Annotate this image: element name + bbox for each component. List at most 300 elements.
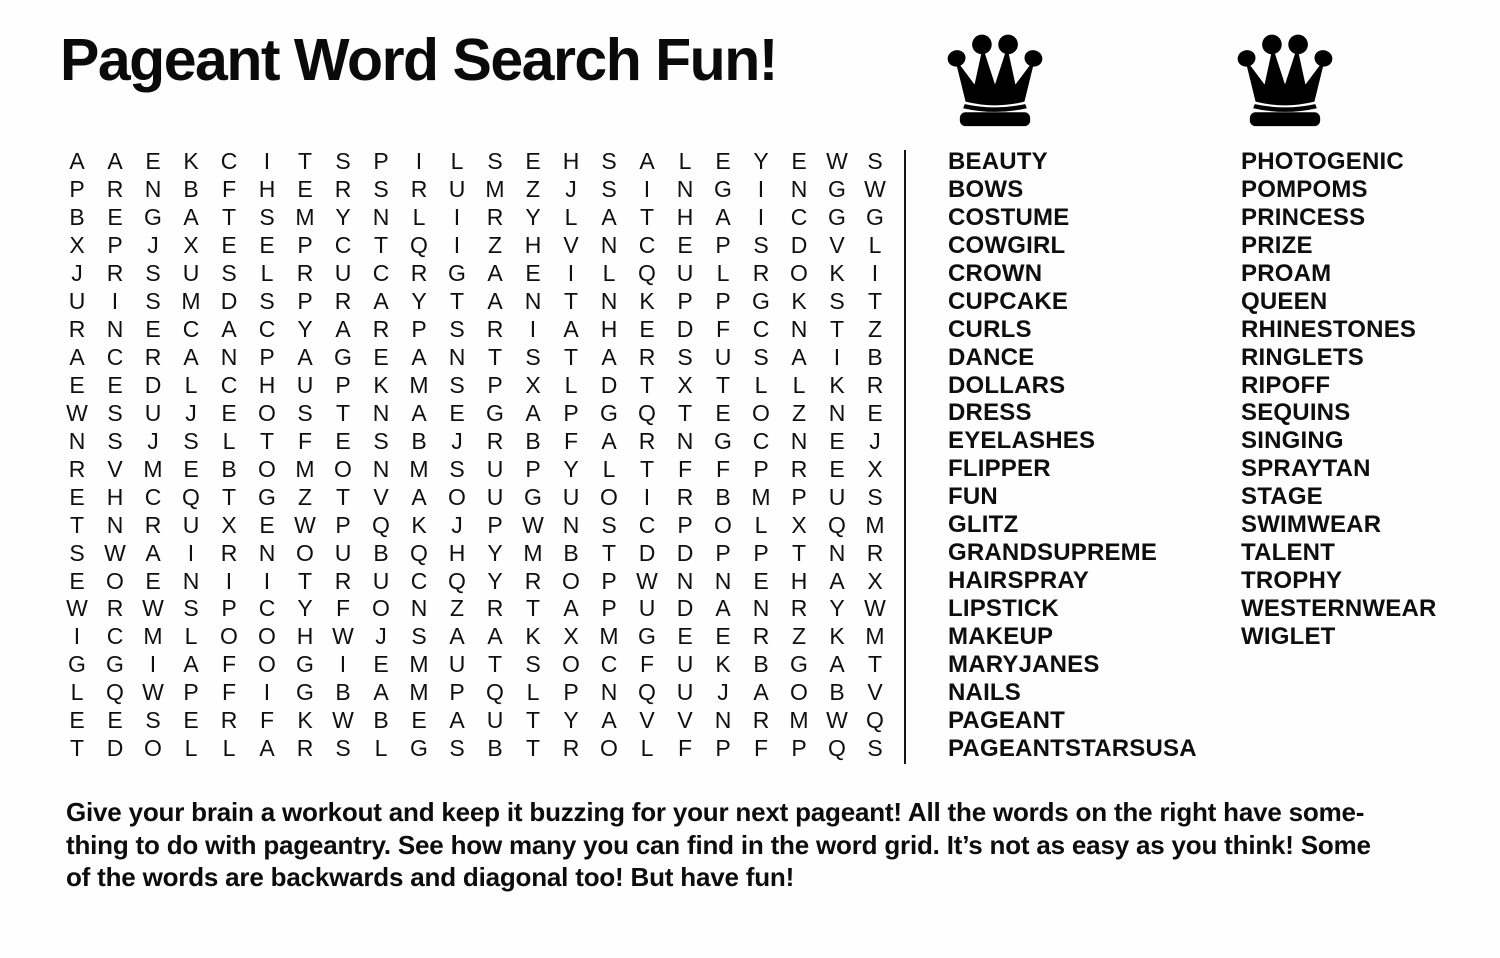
- grid-letter: F: [259, 707, 275, 734]
- grid-letter: H: [258, 176, 276, 203]
- grid-letter: Z: [487, 232, 503, 259]
- word-list-item: PAGEANT: [948, 706, 1065, 734]
- grid-letter: T: [829, 316, 845, 343]
- grid-letter: E: [753, 567, 769, 594]
- grid-letter: E: [107, 204, 123, 231]
- grid-letter: T: [525, 595, 541, 622]
- word-list-item: SINGING: [1241, 427, 1344, 455]
- instructions-line: of the words are backwards and diagonal too! But have fun!: [66, 862, 795, 892]
- grid-letter: N: [448, 344, 466, 371]
- grid-letter: P: [297, 232, 313, 259]
- grid-letter: A: [715, 204, 731, 231]
- grid-letter: T: [69, 511, 85, 538]
- grid-letter: S: [259, 288, 275, 315]
- grid-letter: D: [676, 316, 694, 343]
- grid-letter: O: [372, 595, 390, 622]
- word-list-item: MAKEUP: [948, 622, 1054, 650]
- grid-letter: S: [69, 539, 85, 566]
- grid-letter: W: [332, 707, 354, 734]
- grid-letter: T: [639, 371, 655, 398]
- word-list-item: COSTUME: [948, 203, 1070, 231]
- grid-letter: R: [144, 344, 162, 371]
- word-list-column-2: [1241, 148, 1437, 651]
- grid-letter: T: [563, 288, 579, 315]
- word-list-item: FLIPPER: [948, 455, 1051, 483]
- grid-letter: S: [449, 371, 465, 398]
- grid-letter: V: [107, 455, 123, 482]
- grid-letter: O: [334, 455, 352, 482]
- grid-letter: P: [715, 288, 731, 315]
- grid-letter: P: [791, 483, 807, 510]
- grid-letter: P: [373, 148, 389, 175]
- grid-letter: W: [864, 176, 886, 203]
- grid-letter: C: [258, 316, 276, 343]
- grid-letter: M: [409, 679, 429, 706]
- grid-letter: E: [69, 483, 85, 510]
- word-list-item: CROWN: [948, 259, 1043, 287]
- grid-letter: D: [676, 539, 694, 566]
- grid-letter: R: [220, 707, 238, 734]
- word-list-item: TROPHY: [1241, 567, 1343, 595]
- grid-letter: G: [296, 651, 314, 678]
- grid-letter: Q: [182, 483, 200, 510]
- grid-letter: T: [335, 483, 351, 510]
- grid-letter: A: [335, 316, 351, 343]
- grid-letter: A: [183, 651, 199, 678]
- grid-letter: T: [563, 344, 579, 371]
- grid-letter: E: [715, 623, 731, 650]
- grid-letter: W: [636, 567, 658, 594]
- word-list-item: FUN: [948, 483, 998, 511]
- grid-letter: E: [867, 399, 883, 426]
- crown-icon: [1224, 33, 1346, 127]
- grid-letter: Q: [410, 539, 428, 566]
- grid-letter: L: [754, 371, 768, 398]
- grid-letter: I: [187, 539, 195, 566]
- word-list-item: SWIMWEAR: [1241, 511, 1382, 539]
- grid-letter: N: [106, 511, 124, 538]
- grid-letter: L: [184, 735, 198, 762]
- grid-letter: Z: [867, 316, 883, 343]
- grid-letter: X: [221, 511, 237, 538]
- grid-letter: A: [829, 651, 845, 678]
- grid-letter: S: [753, 344, 769, 371]
- grid-letter: S: [601, 148, 617, 175]
- word-list-item: CURLS: [948, 315, 1032, 343]
- grid-letter: Q: [638, 679, 656, 706]
- grid-letter: H: [296, 623, 314, 650]
- grid-letter: Q: [448, 567, 466, 594]
- grid-letter: A: [487, 623, 503, 650]
- word-list-item: RHINESTONES: [1241, 315, 1417, 343]
- grid-letter: O: [258, 455, 276, 482]
- grid-letter: E: [525, 260, 541, 287]
- grid-letter: E: [259, 511, 275, 538]
- grid-letter: P: [221, 595, 237, 622]
- grid-letter: T: [487, 651, 503, 678]
- grid-letter: N: [524, 288, 542, 315]
- grid-letter: H: [524, 232, 542, 259]
- grid-letter: V: [563, 232, 579, 259]
- grid-letter: W: [142, 595, 164, 622]
- grid-letter: Q: [106, 679, 124, 706]
- grid-letter: A: [297, 344, 313, 371]
- grid-letter: E: [183, 707, 199, 734]
- grid-letter: W: [66, 399, 88, 426]
- grid-letter: S: [601, 176, 617, 203]
- grid-letter: G: [600, 399, 618, 426]
- grid-letter: F: [563, 427, 579, 454]
- grid-letter: S: [411, 623, 427, 650]
- grid-letter: M: [409, 455, 429, 482]
- word-list-item: GLITZ: [948, 511, 1019, 539]
- grid-letter: G: [714, 427, 732, 454]
- grid-letter: M: [865, 511, 885, 538]
- grid-letter: V: [639, 707, 655, 734]
- grid-letter: E: [221, 232, 237, 259]
- grid-letter: O: [600, 483, 618, 510]
- grid-letter: H: [676, 204, 694, 231]
- grid-letter: C: [220, 148, 238, 175]
- grid-letter: H: [790, 567, 808, 594]
- grid-letter: R: [68, 455, 86, 482]
- grid-letter: N: [410, 595, 428, 622]
- grid-letter: R: [790, 595, 808, 622]
- grid-letter: O: [448, 483, 466, 510]
- word-list-item: HAIRSPRAY: [948, 567, 1089, 595]
- grid-letter: R: [790, 455, 808, 482]
- grid-letter: R: [410, 260, 428, 287]
- grid-letter: L: [184, 623, 198, 650]
- word-list-column-1: [948, 148, 1197, 763]
- grid-letter: P: [335, 511, 351, 538]
- grid-letter: B: [69, 204, 85, 231]
- grid-letter: N: [828, 539, 846, 566]
- grid-letter: R: [334, 288, 352, 315]
- grid-letter: F: [335, 595, 351, 622]
- grid-letter: P: [107, 232, 123, 259]
- grid-letter: N: [106, 316, 124, 343]
- grid-letter: H: [600, 316, 618, 343]
- grid-letter: I: [567, 260, 575, 287]
- grid-letter: A: [791, 344, 807, 371]
- grid-letter: C: [638, 232, 656, 259]
- grid-letter: F: [677, 455, 693, 482]
- grid-letter: O: [562, 651, 580, 678]
- grid-letter: Y: [487, 539, 503, 566]
- grid-letter: T: [525, 735, 541, 762]
- grid-letter: C: [372, 260, 390, 287]
- grid-letter: S: [601, 511, 617, 538]
- word-list-item: BEAUTY: [948, 148, 1048, 175]
- word-list-item: GRANDSUPREME: [948, 539, 1158, 567]
- grid-letter: P: [753, 455, 769, 482]
- word-list-item: RINGLETS: [1241, 343, 1364, 371]
- grid-letter: E: [715, 148, 731, 175]
- grid-letter: I: [263, 679, 271, 706]
- grid-letter: L: [716, 260, 730, 287]
- grid-letter: R: [334, 567, 352, 594]
- grid-letter: P: [259, 344, 275, 371]
- grid-letter: A: [107, 148, 123, 175]
- grid-letter: Y: [297, 316, 313, 343]
- grid-letter: K: [525, 623, 541, 650]
- grid-letter: M: [295, 455, 315, 482]
- word-list-item: WIGLET: [1241, 622, 1336, 650]
- grid-letter: P: [677, 511, 693, 538]
- grid-letter: N: [600, 232, 618, 259]
- grid-letter: K: [829, 260, 845, 287]
- grid-letter: P: [183, 679, 199, 706]
- grid-letter: A: [183, 204, 199, 231]
- grid-letter: R: [296, 260, 314, 287]
- grid-letter: T: [221, 204, 237, 231]
- grid-letter: N: [714, 707, 732, 734]
- grid-letter: S: [183, 427, 199, 454]
- grid-letter: I: [453, 204, 461, 231]
- grid-letter: C: [752, 316, 770, 343]
- instructions-line: thing to do with pageantry. See how many you can find in the word grid. It’s not as easy as you think! Some: [66, 829, 1371, 860]
- grid-letter: M: [865, 623, 885, 650]
- grid-letter: G: [448, 260, 466, 287]
- grid-letter: R: [638, 344, 656, 371]
- grid-letter: F: [221, 651, 237, 678]
- grid-letter: G: [790, 651, 808, 678]
- grid-letter: N: [790, 176, 808, 203]
- grid-letter: I: [871, 260, 879, 287]
- word-list-item: PRIZE: [1241, 231, 1313, 259]
- grid-letter: S: [449, 316, 465, 343]
- grid-letter: G: [410, 735, 428, 762]
- grid-letter: G: [866, 204, 884, 231]
- grid-letter: A: [145, 539, 161, 566]
- grid-letter: C: [600, 651, 618, 678]
- grid-letter: E: [829, 427, 845, 454]
- grid-letter: E: [107, 707, 123, 734]
- grid-letter: U: [676, 679, 694, 706]
- grid-letter: N: [372, 455, 390, 482]
- grid-letter: E: [259, 232, 275, 259]
- grid-letter: A: [601, 204, 617, 231]
- grid-letter: S: [753, 232, 769, 259]
- grid-letter: Q: [828, 735, 846, 762]
- grid-letter: S: [525, 651, 541, 678]
- grid-letter: B: [373, 539, 389, 566]
- grid-letter: F: [221, 176, 237, 203]
- grid-letter: O: [600, 735, 618, 762]
- grid-letter: K: [297, 707, 313, 734]
- grid-letter: S: [221, 260, 237, 287]
- grid-letter: P: [715, 232, 731, 259]
- grid-letter: I: [415, 148, 423, 175]
- grid-letter: T: [297, 148, 313, 175]
- grid-letter: R: [486, 316, 504, 343]
- grid-letter: A: [221, 316, 237, 343]
- grid-letter: Q: [486, 679, 504, 706]
- grid-letter: P: [601, 567, 617, 594]
- grid-letter: L: [564, 204, 578, 231]
- grid-letter: M: [143, 623, 163, 650]
- grid-letter: P: [449, 679, 465, 706]
- grid-letter: G: [714, 176, 732, 203]
- grid-letter: C: [258, 595, 276, 622]
- grid-letter: O: [790, 260, 808, 287]
- grid-letter: X: [183, 232, 199, 259]
- grid-letter: S: [449, 455, 465, 482]
- grid-letter: X: [525, 371, 541, 398]
- vertical-divider: [904, 150, 906, 764]
- grid-letter: T: [449, 288, 465, 315]
- word-list-item: RIPOFF: [1241, 371, 1331, 399]
- grid-letter: B: [753, 651, 769, 678]
- grid-letter: O: [106, 567, 124, 594]
- grid-letter: O: [258, 651, 276, 678]
- grid-letter: O: [144, 735, 162, 762]
- grid-letter: S: [145, 288, 161, 315]
- word-list-item: DOLLARS: [948, 371, 1066, 399]
- grid-letter: N: [68, 427, 86, 454]
- grid-letter: G: [68, 651, 86, 678]
- grid-letter: B: [373, 707, 389, 734]
- grid-letter: U: [182, 511, 200, 538]
- grid-letter: U: [372, 567, 390, 594]
- grid-letter: R: [562, 735, 580, 762]
- grid-letter: I: [529, 316, 537, 343]
- grid-letter: B: [715, 483, 731, 510]
- grid-letter: U: [334, 539, 352, 566]
- grid-letter: Q: [828, 511, 846, 538]
- grid-letter: T: [677, 399, 693, 426]
- grid-letter: C: [790, 204, 808, 231]
- grid-letter: N: [600, 288, 618, 315]
- grid-letter: S: [829, 288, 845, 315]
- grid-letter: Z: [791, 623, 807, 650]
- grid-letter: T: [601, 539, 617, 566]
- grid-letter: R: [676, 483, 694, 510]
- grid-letter: R: [68, 316, 86, 343]
- grid-letter: A: [601, 344, 617, 371]
- grid-letter: T: [639, 455, 655, 482]
- grid-letter: C: [334, 232, 352, 259]
- grid-letter: R: [866, 371, 884, 398]
- grid-letter: G: [752, 288, 770, 315]
- grid-letter: A: [715, 595, 731, 622]
- grid-letter: W: [66, 595, 88, 622]
- grid-letter: U: [296, 371, 314, 398]
- grid-letter: R: [334, 176, 352, 203]
- grid-letter: A: [449, 707, 465, 734]
- grid-letter: N: [676, 567, 694, 594]
- grid-letter: P: [487, 371, 503, 398]
- grid-letter: A: [411, 399, 427, 426]
- grid-letter: W: [826, 148, 848, 175]
- grid-letter: W: [104, 539, 126, 566]
- grid-letter: L: [602, 455, 616, 482]
- word-list-item: TALENT: [1241, 539, 1336, 567]
- grid-letter: U: [562, 483, 580, 510]
- grid-letter: L: [678, 148, 692, 175]
- grid-letter: Q: [866, 707, 884, 734]
- word-list-item: LIPSTICK: [948, 595, 1059, 622]
- grid-letter: R: [486, 595, 504, 622]
- grid-letter: D: [106, 735, 124, 762]
- word-list-item: CUPCAKE: [948, 287, 1069, 315]
- grid-letter: S: [107, 399, 123, 426]
- grid-letter: C: [106, 623, 124, 650]
- grid-letter: M: [409, 651, 429, 678]
- grid-letter: M: [409, 371, 429, 398]
- grid-letter: E: [715, 399, 731, 426]
- grid-letter: K: [791, 288, 807, 315]
- grid-letter: R: [106, 260, 124, 287]
- grid-letter: U: [68, 288, 86, 315]
- grid-letter: Q: [638, 260, 656, 287]
- grid-letter: P: [715, 735, 731, 762]
- grid-letter: V: [867, 679, 883, 706]
- grid-letter: N: [182, 567, 200, 594]
- grid-letter: P: [601, 595, 617, 622]
- grid-letter: A: [829, 567, 845, 594]
- grid-letter: G: [524, 483, 542, 510]
- grid-letter: P: [791, 735, 807, 762]
- instructions-line: Give your brain a workout and keep it buzzing for your next pageant! All the words on the right have some-: [66, 797, 1365, 827]
- grid-letter: V: [373, 483, 389, 510]
- grid-letter: E: [639, 316, 655, 343]
- grid-letter: I: [453, 232, 461, 259]
- grid-letter: G: [486, 399, 504, 426]
- grid-letter: S: [259, 204, 275, 231]
- grid-letter: F: [715, 455, 731, 482]
- grid-letter: P: [487, 511, 503, 538]
- grid-letter: S: [335, 735, 351, 762]
- grid-letter: N: [714, 567, 732, 594]
- grid-letter: I: [263, 567, 271, 594]
- grid-letter: Q: [410, 232, 428, 259]
- grid-letter: W: [332, 623, 354, 650]
- word-list-item: SPRAYTAN: [1241, 455, 1371, 483]
- grid-letter: S: [145, 260, 161, 287]
- grid-letter: S: [867, 148, 883, 175]
- page-title: Pageant Word Search Fun!: [60, 27, 777, 93]
- grid-letter: C: [182, 316, 200, 343]
- grid-letter: T: [487, 344, 503, 371]
- grid-letter: E: [107, 371, 123, 398]
- word-list-item: MARYJANES: [948, 650, 1100, 678]
- grid-letter: U: [448, 176, 466, 203]
- grid-letter: B: [563, 539, 579, 566]
- grid-letter: E: [791, 148, 807, 175]
- grid-letter: G: [258, 483, 276, 510]
- grid-letter: C: [752, 427, 770, 454]
- grid-letter: M: [143, 455, 163, 482]
- grid-letter: M: [523, 539, 543, 566]
- grid-letter: A: [753, 679, 769, 706]
- grid-letter: Y: [563, 455, 579, 482]
- grid-letter: G: [296, 679, 314, 706]
- grid-letter: F: [639, 651, 655, 678]
- grid-letter: V: [829, 232, 845, 259]
- grid-letter: U: [828, 483, 846, 510]
- grid-letter: C: [144, 483, 162, 510]
- grid-letter: B: [487, 735, 503, 762]
- grid-letter: E: [449, 399, 465, 426]
- word-list-item: WESTERNWEAR: [1241, 595, 1437, 622]
- crown-icon: [934, 33, 1056, 127]
- grid-letter: E: [829, 455, 845, 482]
- grid-letter: J: [451, 427, 463, 454]
- grid-letter: E: [183, 455, 199, 482]
- grid-letter: D: [638, 539, 656, 566]
